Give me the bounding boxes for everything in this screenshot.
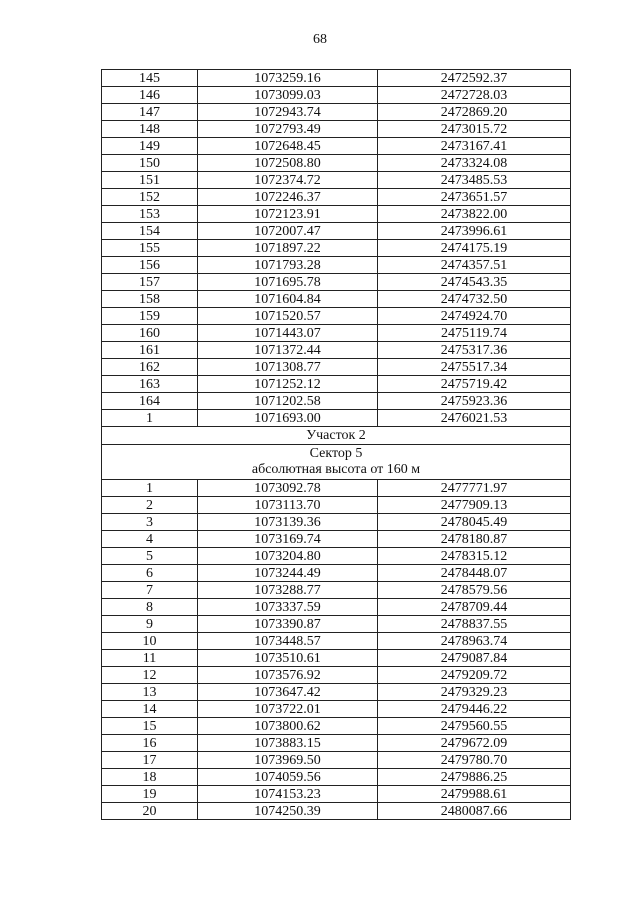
x-coordinate-cell: 1073092.78 [198,480,378,497]
y-coordinate-cell: 2478045.49 [378,514,571,531]
table-row [102,155,571,172]
y-coordinate-cell: 2475923.36 [378,393,571,410]
table-row [102,359,571,376]
x-coordinate-cell: 1073969.50 [198,752,378,769]
y-coordinate-cell: 2475719.42 [378,376,571,393]
section-row-sektor [102,445,571,480]
table-row [102,257,571,274]
point-number-cell: 10 [102,633,198,650]
x-coordinate-cell: 1073099.03 [198,87,378,104]
y-coordinate-cell: 2478709.44 [378,599,571,616]
point-number-cell: 6 [102,565,198,582]
table-row [102,701,571,718]
x-coordinate-cell: 1071443.07 [198,325,378,342]
y-coordinate-cell: 2478837.55 [378,616,571,633]
x-coordinate-cell: 1071604.84 [198,291,378,308]
point-number-cell: 161 [102,342,198,359]
point-number-cell: 2 [102,497,198,514]
table-row [102,667,571,684]
y-coordinate-cell: 2478963.74 [378,633,571,650]
y-coordinate-cell: 2478448.07 [378,565,571,582]
table-row [102,138,571,155]
x-coordinate-cell: 1073113.70 [198,497,378,514]
y-coordinate-cell: 2479886.25 [378,769,571,786]
point-number-cell: 160 [102,325,198,342]
table-row [102,325,571,342]
table-row [102,223,571,240]
table-body-part2 [102,480,571,820]
point-number-cell: 18 [102,769,198,786]
x-coordinate-cell: 1073576.92 [198,667,378,684]
table-row [102,172,571,189]
x-coordinate-cell: 1072374.72 [198,172,378,189]
section-height-label: абсолютная высота от 160 м [251,462,421,477]
table-row [102,189,571,206]
point-number-cell: 13 [102,684,198,701]
x-coordinate-cell: 1072508.80 [198,155,378,172]
section-row-uchastok [102,427,571,445]
x-coordinate-cell: 1073883.15 [198,735,378,752]
y-coordinate-cell: 2479672.09 [378,735,571,752]
y-coordinate-cell: 2473822.00 [378,206,571,223]
table-row [102,308,571,325]
point-number-cell: 148 [102,121,198,138]
table-row [102,121,571,138]
y-coordinate-cell: 2472592.37 [378,70,571,87]
x-coordinate-cell: 1073204.80 [198,548,378,565]
x-coordinate-cell: 1073139.36 [198,514,378,531]
table-row [102,104,571,121]
table-row [102,684,571,701]
y-coordinate-cell: 2478315.12 [378,548,571,565]
page-number: 68 [313,32,327,47]
point-number-cell: 1 [102,410,198,427]
table-row [102,786,571,803]
table-row [102,650,571,667]
y-coordinate-cell: 2474732.50 [378,291,571,308]
table-row [102,616,571,633]
table-row [102,410,571,427]
table-row [102,599,571,616]
y-coordinate-cell: 2475119.74 [378,325,571,342]
point-number-cell: 154 [102,223,198,240]
table-row [102,87,571,104]
x-coordinate-cell: 1071693.00 [198,410,378,427]
point-number-cell: 15 [102,718,198,735]
table-row [102,769,571,786]
point-number-cell: 164 [102,393,198,410]
point-number-cell: 3 [102,514,198,531]
table-row [102,342,571,359]
y-coordinate-cell: 2473324.08 [378,155,571,172]
x-coordinate-cell: 1073259.16 [198,70,378,87]
point-number-cell: 17 [102,752,198,769]
y-coordinate-cell: 2475317.36 [378,342,571,359]
point-number-cell: 163 [102,376,198,393]
section-sektor-cell [102,445,571,480]
y-coordinate-cell: 2474175.19 [378,240,571,257]
point-number-cell: 11 [102,650,198,667]
point-number-cell: 150 [102,155,198,172]
y-coordinate-cell: 2479329.23 [378,684,571,701]
point-number-cell: 19 [102,786,198,803]
point-number-cell: 157 [102,274,198,291]
x-coordinate-cell: 1072793.49 [198,121,378,138]
section-uchastok-label: Участок 2 [102,427,571,445]
x-coordinate-cell: 1073169.74 [198,531,378,548]
table-row [102,514,571,531]
point-number-cell: 162 [102,359,198,376]
x-coordinate-cell: 1071372.44 [198,342,378,359]
y-coordinate-cell: 2473485.53 [378,172,571,189]
point-number-cell: 14 [102,701,198,718]
y-coordinate-cell: 2472728.03 [378,87,571,104]
y-coordinate-cell: 2473167.41 [378,138,571,155]
table-row [102,480,571,497]
coordinates-table [101,69,571,820]
point-number-cell: 156 [102,257,198,274]
x-coordinate-cell: 1073337.59 [198,599,378,616]
point-number-cell: 147 [102,104,198,121]
point-number-cell: 153 [102,206,198,223]
point-number-cell: 1 [102,480,198,497]
table-row [102,633,571,650]
y-coordinate-cell: 2473015.72 [378,121,571,138]
y-coordinate-cell: 2472869.20 [378,104,571,121]
table-row [102,393,571,410]
section-header [102,427,571,480]
section-sektor-label: Сектор 5 [309,446,363,461]
table-row [102,206,571,223]
table-row [102,582,571,599]
table-row [102,531,571,548]
table-row [102,752,571,769]
x-coordinate-cell: 1072123.91 [198,206,378,223]
point-number-cell: 5 [102,548,198,565]
point-number-cell: 7 [102,582,198,599]
x-coordinate-cell: 1074059.56 [198,769,378,786]
point-number-cell: 8 [102,599,198,616]
y-coordinate-cell: 2477771.97 [378,480,571,497]
x-coordinate-cell: 1073390.87 [198,616,378,633]
point-number-cell: 16 [102,735,198,752]
x-coordinate-cell: 1071897.22 [198,240,378,257]
y-coordinate-cell: 2480087.66 [378,803,571,820]
table-body-part1 [102,70,571,427]
x-coordinate-cell: 1071520.57 [198,308,378,325]
y-coordinate-cell: 2479988.61 [378,786,571,803]
x-coordinate-cell: 1073647.42 [198,684,378,701]
x-coordinate-cell: 1073244.49 [198,565,378,582]
point-number-cell: 152 [102,189,198,206]
x-coordinate-cell: 1071793.28 [198,257,378,274]
y-coordinate-cell: 2477909.13 [378,497,571,514]
y-coordinate-cell: 2473996.61 [378,223,571,240]
x-coordinate-cell: 1072648.45 [198,138,378,155]
y-coordinate-cell: 2479087.84 [378,650,571,667]
y-coordinate-cell: 2479780.70 [378,752,571,769]
table-row [102,291,571,308]
point-number-cell: 151 [102,172,198,189]
x-coordinate-cell: 1073800.62 [198,718,378,735]
x-coordinate-cell: 1072246.37 [198,189,378,206]
point-number-cell: 145 [102,70,198,87]
y-coordinate-cell: 2479209.72 [378,667,571,684]
y-coordinate-cell: 2478180.87 [378,531,571,548]
x-coordinate-cell: 1071308.77 [198,359,378,376]
x-coordinate-cell: 1071202.58 [198,393,378,410]
table-row [102,70,571,87]
y-coordinate-cell: 2475517.34 [378,359,571,376]
table-row [102,497,571,514]
x-coordinate-cell: 1073722.01 [198,701,378,718]
table-row [102,735,571,752]
table-row [102,274,571,291]
x-coordinate-cell: 1073288.77 [198,582,378,599]
y-coordinate-cell: 2474357.51 [378,257,571,274]
x-coordinate-cell: 1072943.74 [198,104,378,121]
y-coordinate-cell: 2476021.53 [378,410,571,427]
point-number-cell: 4 [102,531,198,548]
table-row [102,548,571,565]
x-coordinate-cell: 1071695.78 [198,274,378,291]
table-row [102,803,571,820]
point-number-cell: 9 [102,616,198,633]
point-number-cell: 159 [102,308,198,325]
table-row [102,565,571,582]
x-coordinate-cell: 1074250.39 [198,803,378,820]
x-coordinate-cell: 1072007.47 [198,223,378,240]
y-coordinate-cell: 2479446.22 [378,701,571,718]
point-number-cell: 20 [102,803,198,820]
y-coordinate-cell: 2478579.56 [378,582,571,599]
x-coordinate-cell: 1074153.23 [198,786,378,803]
x-coordinate-cell: 1071252.12 [198,376,378,393]
point-number-cell: 149 [102,138,198,155]
x-coordinate-cell: 1073448.57 [198,633,378,650]
point-number-cell: 12 [102,667,198,684]
table-row [102,376,571,393]
y-coordinate-cell: 2479560.55 [378,718,571,735]
y-coordinate-cell: 2473651.57 [378,189,571,206]
point-number-cell: 146 [102,87,198,104]
y-coordinate-cell: 2474924.70 [378,308,571,325]
table-row [102,718,571,735]
y-coordinate-cell: 2474543.35 [378,274,571,291]
x-coordinate-cell: 1073510.61 [198,650,378,667]
point-number-cell: 155 [102,240,198,257]
point-number-cell: 158 [102,291,198,308]
table-row [102,240,571,257]
